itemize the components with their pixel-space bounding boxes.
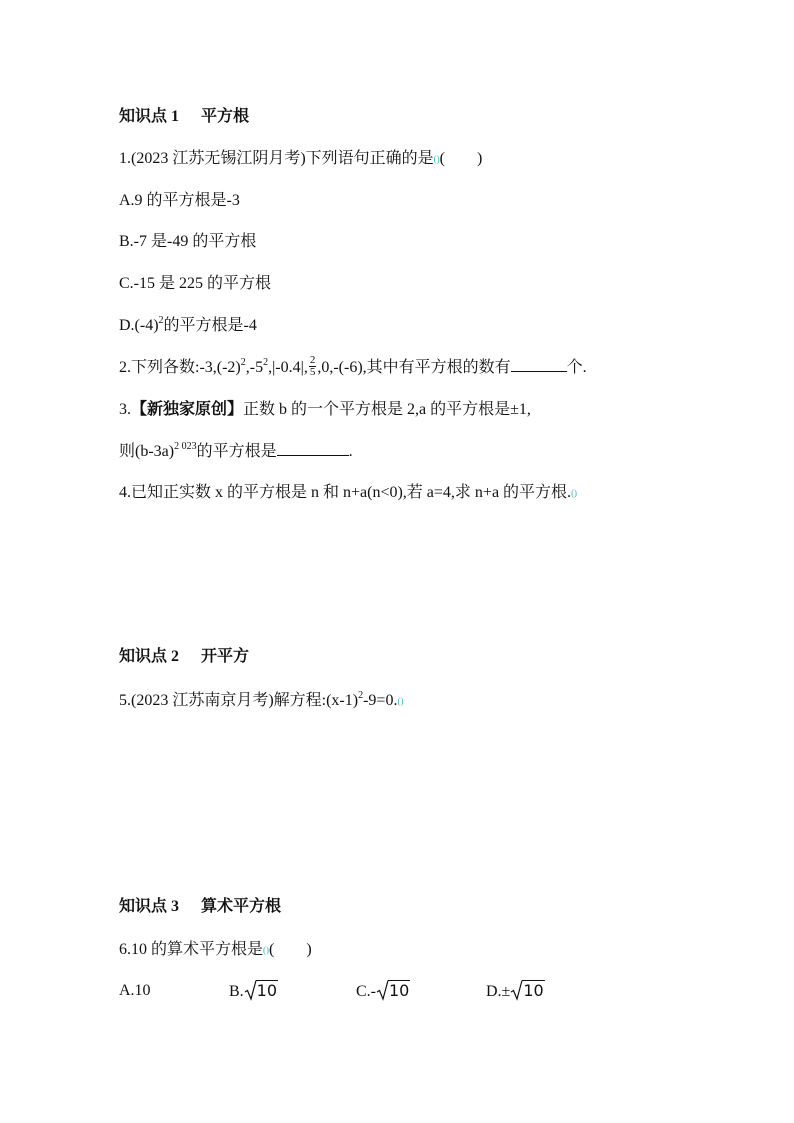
section-number: 知识点 2 [119,648,180,665]
section-heading-3 [119,896,281,918]
question-text: ,-5 [245,359,264,377]
question-4 [119,482,577,504]
question-text: -9=0. [363,692,398,709]
section-title: 算术平方根 [201,898,282,915]
option-text: A.9 的平方根是-3 [119,192,240,209]
exponent: 2 [263,357,269,369]
radical-sign-icon [376,979,389,1001]
question-text: 1.(2023 江苏无锡江阴月考)下列语句正确的是 [119,150,434,167]
square-root [510,980,544,1003]
exponent: 2 [358,690,364,701]
question-6-option-c [356,980,410,1003]
question-1-option-d [119,315,257,337]
fraction [309,355,317,378]
answer-blank[interactable] [277,441,349,456]
option-text: 的平方根是-4 [163,317,257,334]
question-text: 2.下列各数:-3,(-2) [119,359,241,377]
question-3-line-1 [119,399,531,421]
section-heading-2 [119,646,249,668]
section-heading-1 [119,106,249,128]
question-text: 的平方根是 [196,443,277,460]
answer-parentheses: ( ) [439,150,483,167]
section-number: 知识点 3 [119,898,180,915]
option-text: D.(-4) [119,317,159,334]
question-text: 6.10 的算术平方根是 [119,941,264,958]
question-number: 3. [119,401,131,418]
question-text: . [348,443,353,460]
question-text: ,|-0.4|, [268,359,308,377]
option-text: A.10 [119,982,151,999]
radicand: 10 [523,981,544,1000]
question-1-stem [119,148,482,170]
question-2 [119,354,587,380]
fraction-denominator: 5 [309,366,316,378]
question-1-option-a [119,190,240,212]
answer-marker: () [433,154,440,164]
answer-marker: () [263,945,270,955]
question-6-option-a [119,980,151,1002]
radicand: 10 [389,981,410,1000]
radical-sign-icon [510,979,523,1001]
radicand: 10 [256,981,278,1000]
section-number: 知识点 1 [119,108,180,125]
square-root [244,980,278,1003]
question-5 [119,690,403,712]
section-title: 平方根 [201,108,250,125]
question-6-stem [119,939,312,961]
question-text: 则(b-3a) [119,443,175,460]
question-text: 正数 b 的一个平方根是 2,a 的平方根是±1, [243,401,531,418]
answer-parentheses: ( ) [269,941,312,958]
fraction-numerator: 2 [309,354,316,366]
option-prefix: D.± [486,983,511,1000]
option-prefix: B. [229,983,244,1000]
option-prefix: C.- [356,983,376,1000]
question-text: 个. [566,359,587,377]
question-1-option-b [119,231,256,253]
original-tag: 【新独家原创】 [131,401,244,418]
question-text: ,0,-(-6),其中有平方根的数有 [317,359,511,377]
option-text: B.-7 是-49 的平方根 [119,233,257,250]
question-text: 4.已知正实数 x 的平方根是 n 和 n+a(n<0),若 a=4,求 n+a 的平方根. [119,484,572,501]
answer-marker: () [571,488,578,498]
question-text: 5.(2023 江苏南京月考)解方程:(x-1) [119,692,359,709]
option-text: C.-15 是 225 的平方根 [119,275,272,292]
question-1-option-c [119,273,271,295]
question-6-option-d [486,980,545,1003]
answer-marker: () [397,696,404,706]
question-3-line-2 [119,441,353,463]
exponent: 2 [158,315,164,326]
radical-sign-icon [244,979,257,1001]
section-title: 开平方 [201,648,250,665]
exponent: 2 [240,357,246,369]
square-root [376,980,410,1003]
question-6-option-b [229,980,278,1003]
exponent: 2 023 [174,441,197,452]
answer-blank[interactable] [511,357,567,372]
